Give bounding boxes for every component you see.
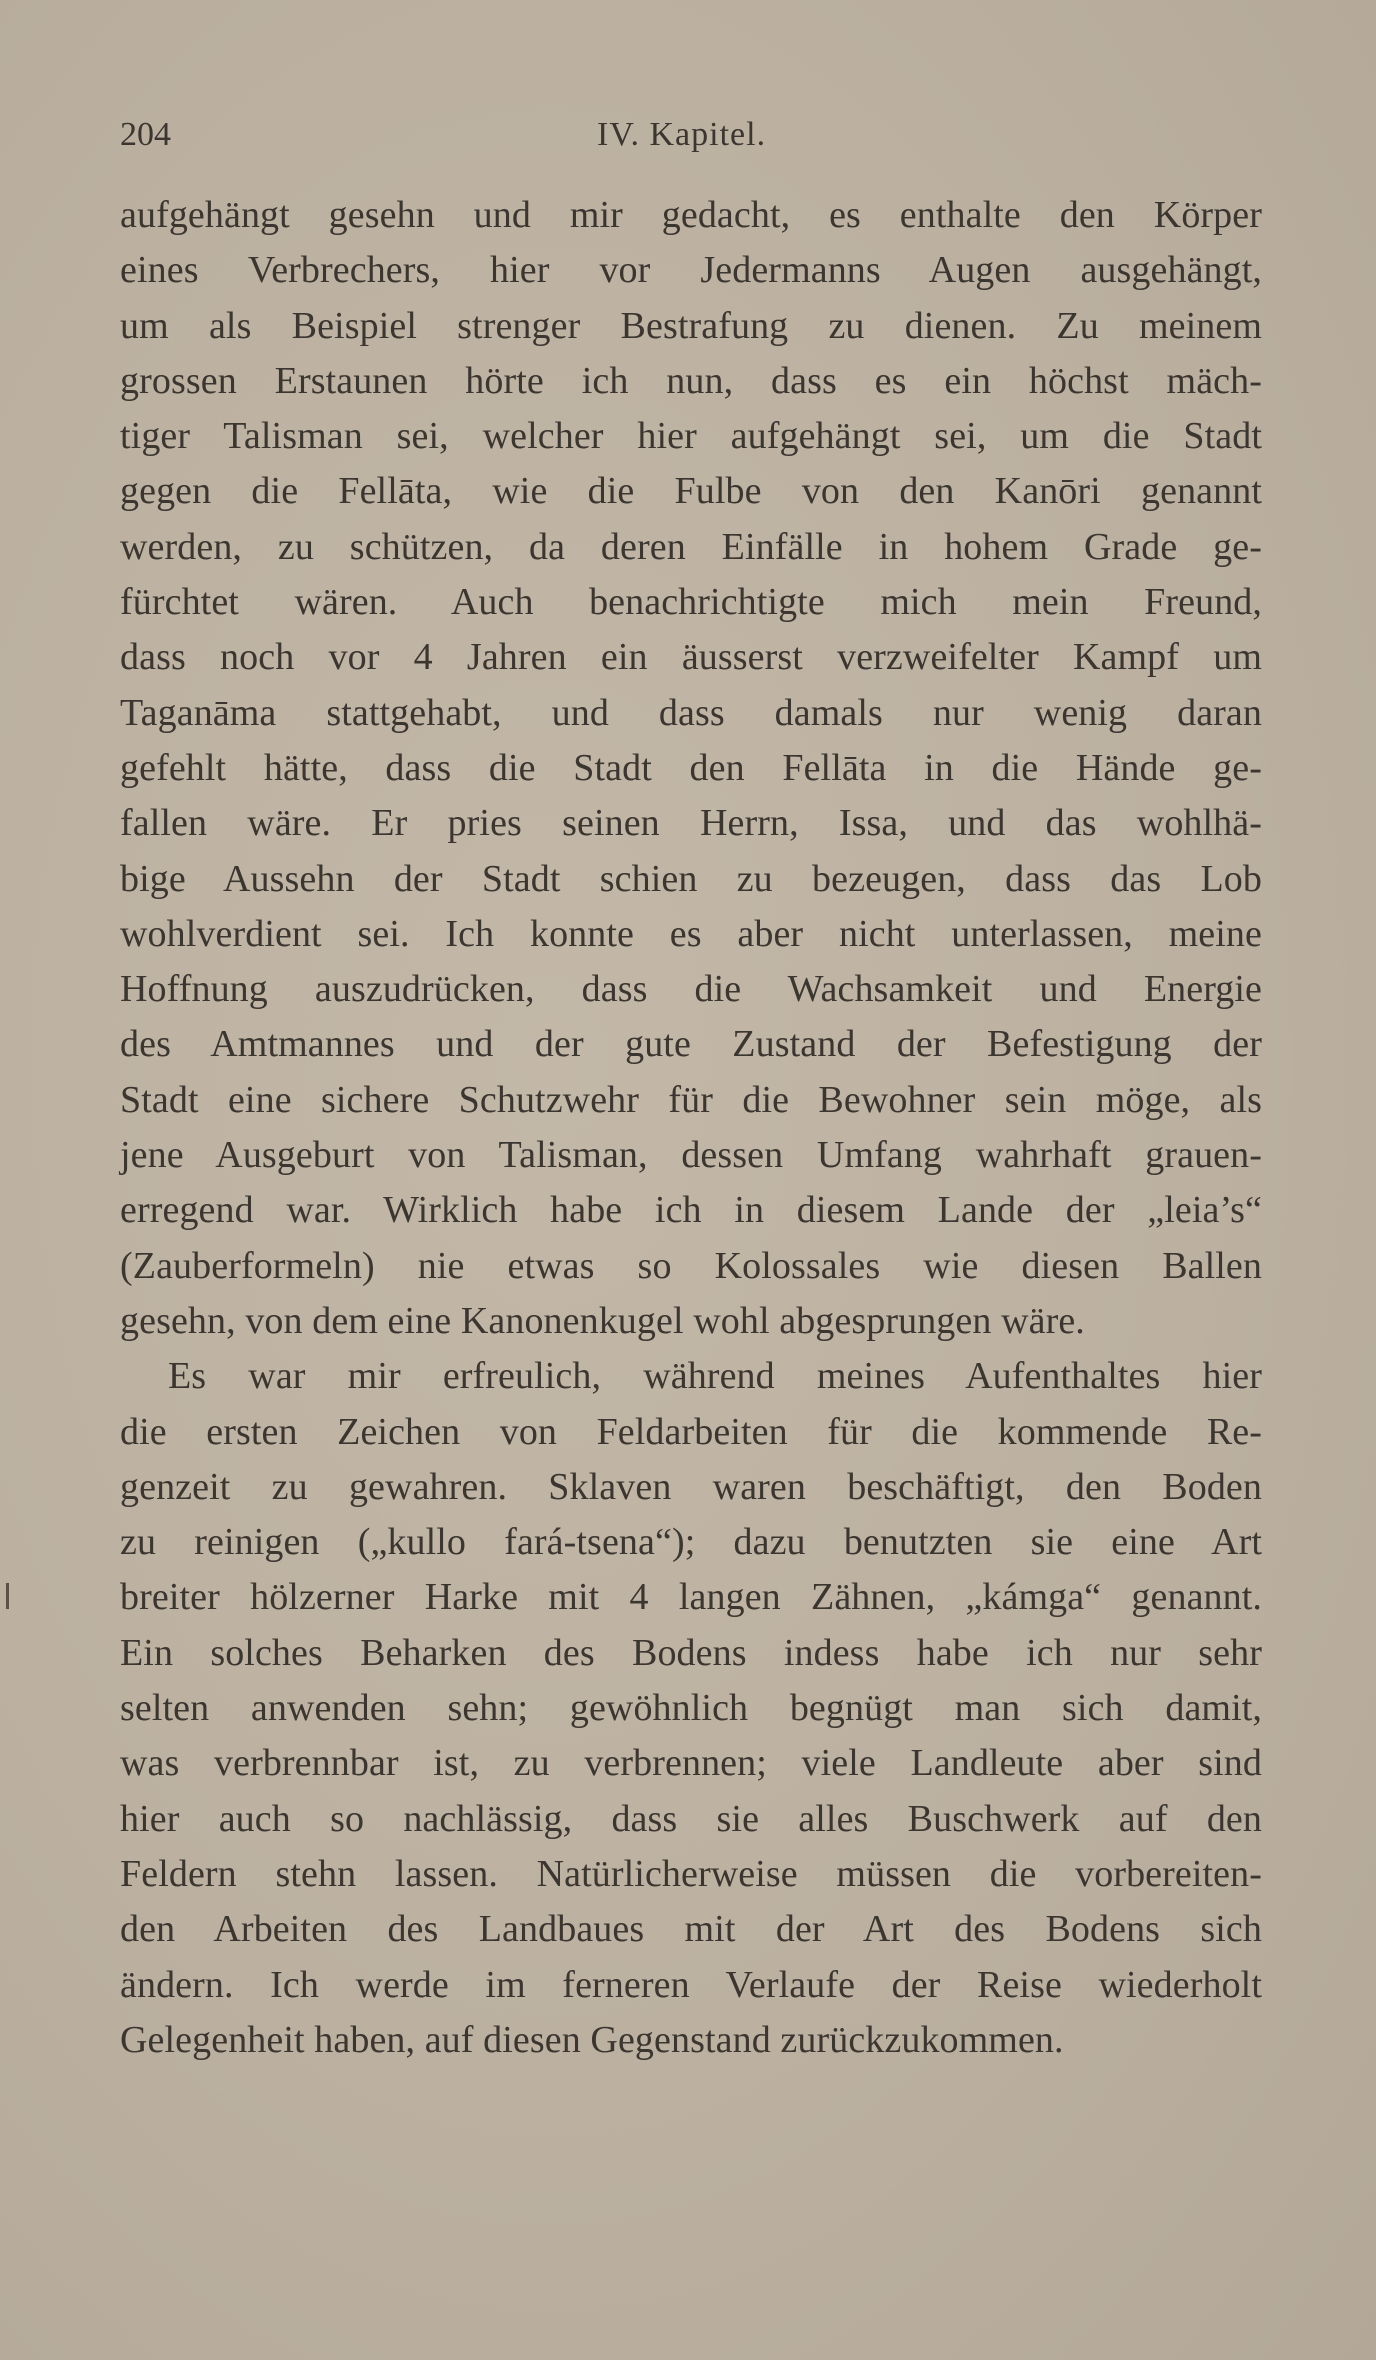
text-line: Taganāma stattgehabt, und dass damals nur wenig daran: [120, 691, 1262, 734]
text-line: fallen wäre. Er pries seinen Herrn, Issa, und das wohlhä-: [120, 802, 1262, 845]
margin-mark: [6, 1583, 9, 1609]
text-line: grossen Erstaunen hörte ich nun, dass es ein höchst mäch-: [120, 359, 1262, 402]
text-line: bige Aussehn der Stadt schien zu bezeugen, dass das Lob: [120, 857, 1262, 900]
text-line: gesehn, von dem eine Kanonenkugel wohl abgesprungen wäre.: [120, 1299, 1085, 1342]
text-line: ändern. Ich werde im ferneren Verlaufe der Reise wiederholt: [120, 1963, 1262, 2006]
text-line: werden, zu schützen, da deren Einfälle in hohem Grade ge-: [120, 525, 1262, 568]
text-line: (Zauberformeln) nie etwas so Kolossales wie diesen Ballen: [120, 1244, 1262, 1287]
text-line: eines Verbrechers, hier vor Jedermanns Augen ausgehängt,: [120, 249, 1262, 292]
page-header: [120, 110, 1270, 160]
text-line: tiger Talisman sei, welcher hier aufgehängt sei, um die Stadt: [120, 415, 1262, 458]
body-text: [120, 188, 1262, 2068]
text-line: hier auch so nachlässig, dass sie alles Buschwerk auf den: [120, 1797, 1262, 1840]
text-line: um als Beispiel strenger Bestrafung zu dienen. Zu meinem: [120, 304, 1262, 347]
text-line: fürchtet wären. Auch benachrichtigte mich mein Freund,: [120, 581, 1262, 624]
running-head: IV. Kapitel.: [597, 116, 767, 153]
text-line: breiter hölzerner Harke mit 4 langen Zähnen, „kámga“ genannt.: [120, 1576, 1262, 1619]
text-line: Ein solches Beharken des Bodens indess habe ich nur sehr: [120, 1631, 1262, 1674]
text-line: die ersten Zeichen von Feldarbeiten für die kommende Re-: [120, 1410, 1262, 1453]
text-line: erregend war. Wirklich habe ich in diesem Lande der „leia’s“: [120, 1189, 1262, 1232]
text-line: aufgehängt gesehn und mir gedacht, es enthalte den Körper: [120, 194, 1262, 236]
text-line: wohlverdient sei. Ich konnte es aber nicht unterlassen, meine: [120, 912, 1262, 955]
text-line: gefehlt hätte, dass die Stadt den Fellāta in die Hände ge-: [120, 746, 1262, 789]
text-line: Gelegenheit haben, auf diesen Gegenstand zurückzukommen.: [120, 2018, 1064, 2061]
text-line: genzeit zu gewahren. Sklaven waren beschäftigt, den Boden: [120, 1465, 1262, 1508]
text-line: den Arbeiten des Landbaues mit der Art des Bodens sich: [120, 1908, 1262, 1951]
text-line: jene Ausgeburt von Talisman, dessen Umfang wahrhaft grauen-: [120, 1134, 1262, 1177]
text-line: Hoffnung auszudrücken, dass die Wachsamkeit und Energie: [120, 968, 1262, 1011]
page-number: 204: [120, 116, 171, 153]
text-line: zu reinigen („kullo fará-tsena“); dazu benutzten sie eine Art: [120, 1521, 1262, 1564]
text-line: was verbrennbar ist, zu verbrennen; viele Landleute aber sind: [120, 1742, 1262, 1785]
text-line: dass noch vor 4 Jahren ein äusserst verzweifelter Kampf um: [120, 636, 1262, 679]
text-line: Es war mir erfreulich, während meines Aufenthaltes hier: [168, 1355, 1262, 1398]
text-line: selten anwenden sehn; gewöhnlich begnügt man sich damit,: [120, 1687, 1262, 1730]
text-line: des Amtmannes und der gute Zustand der Befestigung der: [120, 1023, 1262, 1066]
text-line: Feldern stehn lassen. Natürlicherweise müssen die vorbereiten-: [120, 1852, 1262, 1895]
text-line: gegen die Fellāta, wie die Fulbe von den Kanōri genannt: [120, 470, 1262, 513]
text-line: Stadt eine sichere Schutzwehr für die Bewohner sein möge, als: [120, 1078, 1262, 1121]
